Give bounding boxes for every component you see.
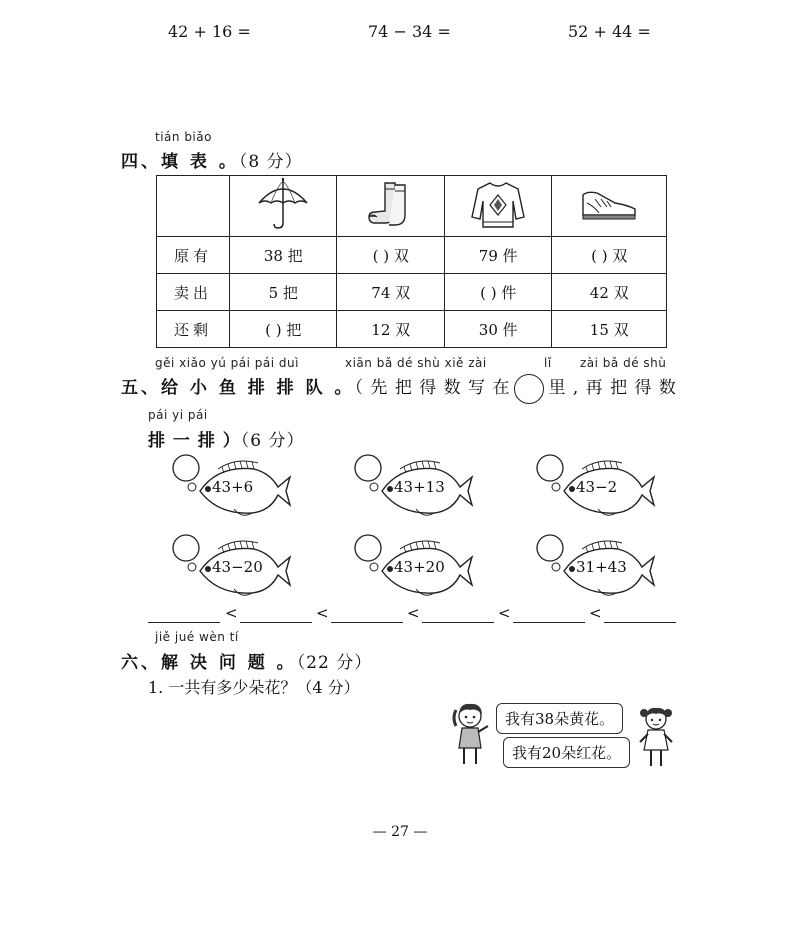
table-icon-row <box>157 176 667 237</box>
fish-expression: 43−2 <box>576 478 618 496</box>
table-cell: 5 把 <box>230 274 337 311</box>
table-corner-cell <box>157 176 230 237</box>
row-label: 卖出 <box>157 274 230 311</box>
umbrella-icon <box>253 177 313 231</box>
order-blank-6[interactable] <box>604 621 676 623</box>
fish-item <box>166 533 296 603</box>
question-1: 1. 一共有多少朵花？（4 分） <box>148 678 360 697</box>
section4-title: 四、填 表 。 <box>121 152 239 172</box>
fish-item <box>348 453 478 523</box>
table-cell: 79 件 <box>444 237 551 274</box>
section5-instruction-c: 排 一 排 ） <box>148 431 241 451</box>
section5-pinyin-li: lǐ <box>544 356 552 370</box>
table-cell: 12 双 <box>337 311 444 348</box>
section4-pinyin: tián biǎo <box>155 130 212 144</box>
section4-points: （8 分） <box>238 152 303 172</box>
table-row <box>157 311 667 348</box>
calc-1: 42 + 16 = <box>168 22 251 41</box>
table-cell: 74 双 <box>337 274 444 311</box>
table-row <box>157 237 667 274</box>
order-blank-1[interactable] <box>148 621 220 623</box>
order-blank-4[interactable] <box>422 621 494 623</box>
sneakers-icon <box>577 177 641 231</box>
socks-cell <box>337 176 444 237</box>
less-than-sign: < <box>316 604 329 622</box>
fish-expression: 43+13 <box>394 478 445 496</box>
less-than-sign: < <box>225 604 238 622</box>
section5-heading-2 <box>148 426 305 451</box>
row-label: 原有 <box>157 237 230 274</box>
table-cell: 15 双 <box>552 311 667 348</box>
section6-heading <box>121 648 372 673</box>
section6-points: （22 分） <box>296 653 373 673</box>
sweater-icon <box>468 177 528 231</box>
sneakers-cell <box>552 176 667 237</box>
table-cell-blank[interactable]: ( ) 件 <box>444 274 551 311</box>
speech-bubble-2: 我有20朵红花。 <box>503 737 630 768</box>
order-blank-5[interactable] <box>513 621 585 623</box>
table-cell: 30 件 <box>444 311 551 348</box>
socks-icon <box>361 177 421 231</box>
calc-2: 74 − 34 = <box>368 22 451 41</box>
fish-expression: 43−20 <box>212 558 263 576</box>
table-cell-blank[interactable]: ( ) 双 <box>552 237 667 274</box>
sweater-cell <box>444 176 551 237</box>
less-than-sign: < <box>407 604 420 622</box>
fish-expression: 43+20 <box>394 558 445 576</box>
girl-left-icon <box>450 700 492 770</box>
section5-title: 五、给 小 鱼 排 排 队 。 <box>121 378 355 398</box>
less-than-sign: < <box>589 604 602 622</box>
table-cell-blank[interactable]: ( ) 双 <box>337 237 444 274</box>
section5-pinyin-title: gěi xiǎo yú pái pái duì <box>155 356 299 370</box>
fish-item <box>530 533 660 603</box>
girl-right-icon <box>636 704 678 772</box>
section5-instruction-a: （ 先 把 得 数 写 在 <box>354 378 511 398</box>
section4-heading <box>121 147 303 172</box>
fish-expression: 31+43 <box>576 558 627 576</box>
fish-expression: 43+6 <box>212 478 254 496</box>
table-row <box>157 274 667 311</box>
section5-heading <box>121 373 677 404</box>
fill-table <box>156 175 667 348</box>
table-cell: 42 双 <box>552 274 667 311</box>
table-cell-blank[interactable]: ( ) 把 <box>230 311 337 348</box>
umbrella-cell <box>230 176 337 237</box>
answer-circle-icon <box>514 374 544 404</box>
section6-pinyin: jiě jué wèn tí <box>155 630 239 644</box>
order-blank-2[interactable] <box>240 621 312 623</box>
section5-pinyin5: pái yi pái <box>148 408 208 422</box>
section5-instruction-b: 里 , 再 把 得 数 <box>548 378 677 398</box>
section5-pinyin-instr2: zài bǎ dé shù <box>580 356 667 370</box>
table-cell: 38 把 <box>230 237 337 274</box>
page-number: — 27 — <box>372 824 428 840</box>
fish-item <box>166 453 296 523</box>
order-blank-3[interactable] <box>331 621 403 623</box>
speech-bubble-1: 我有38朵黄花。 <box>496 703 623 734</box>
fish-item <box>530 453 660 523</box>
fish-item <box>348 533 478 603</box>
less-than-sign: < <box>498 604 511 622</box>
answer-circle-icon <box>173 455 199 481</box>
section6-title: 六、解 决 问 题 。 <box>121 653 297 673</box>
row-label: 还剩 <box>157 311 230 348</box>
calc-3: 52 + 44 = <box>568 22 651 41</box>
section5-points: （6 分） <box>240 431 305 451</box>
section5-pinyin-instr: xiān bǎ dé shù xiě zài <box>345 356 487 370</box>
